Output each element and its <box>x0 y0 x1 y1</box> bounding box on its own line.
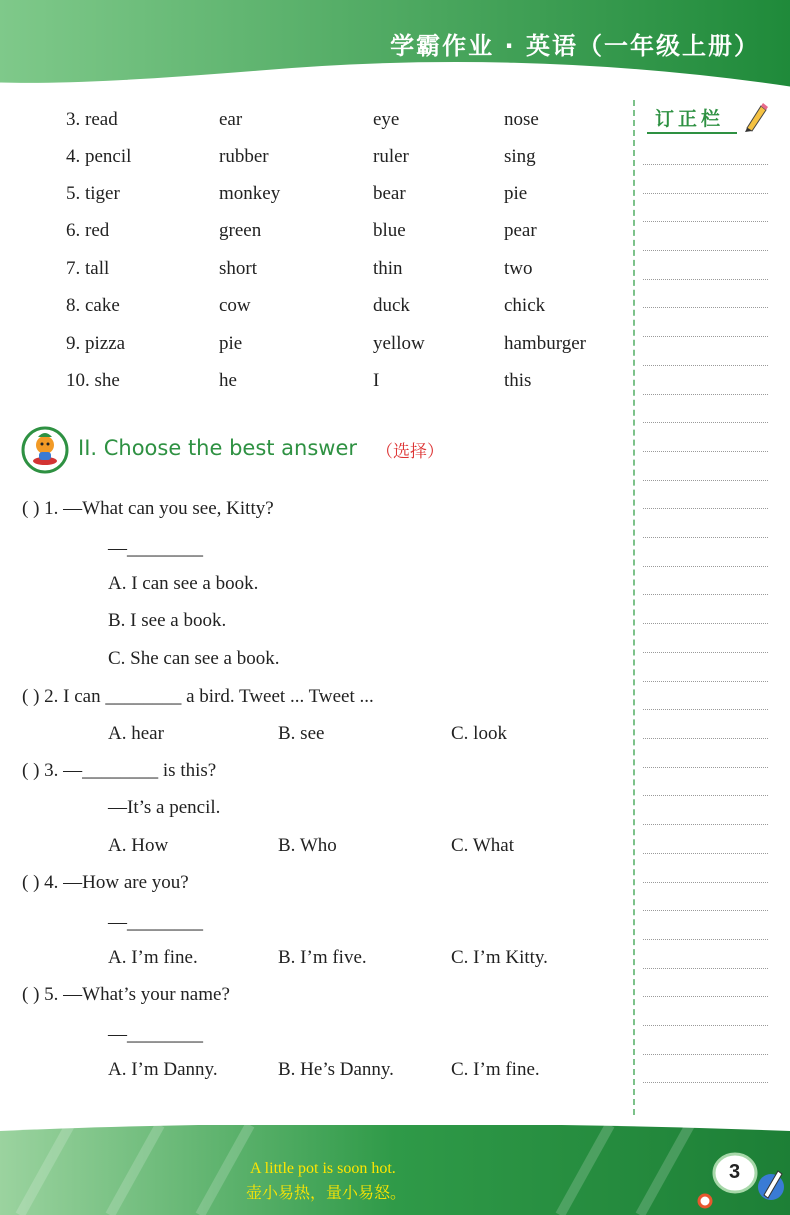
question-stem: ( ) 2. I can ________ a bird. Tweet ... Tweet ... <box>22 686 374 707</box>
correction-column <box>633 100 790 1120</box>
correction-line <box>643 193 768 194</box>
word-cell: this <box>504 370 532 391</box>
word-row <box>0 109 620 139</box>
correction-line <box>643 451 768 452</box>
word-row <box>0 295 620 325</box>
correction-line <box>643 394 768 395</box>
proverb-chinese: 壶小易热，量小易怒。 <box>246 1185 407 1202</box>
answer-blank: —________ <box>108 1024 203 1045</box>
correction-line <box>643 910 768 911</box>
footer-band <box>0 1125 790 1215</box>
correction-line <box>643 422 768 423</box>
word-cell: rubber <box>219 146 269 167</box>
word-cell: pie <box>504 183 528 204</box>
section-subtitle: （选择） <box>376 442 444 461</box>
correction-line <box>643 968 768 969</box>
correction-line <box>643 537 768 538</box>
word-row <box>0 258 620 288</box>
word-row <box>0 146 620 176</box>
section-title: II. Choose the best answer <box>78 436 358 460</box>
correction-line <box>643 882 768 883</box>
option-a: A. hear <box>108 723 164 744</box>
correction-line <box>643 1025 768 1026</box>
word-cell: blue <box>373 220 406 241</box>
word-cell: 3. read <box>66 109 118 130</box>
word-cell: 7. tall <box>66 258 110 279</box>
option-a: A. I’m fine. <box>108 947 198 968</box>
question-stem: ( ) 3. —________ is this? <box>22 760 217 781</box>
correction-line <box>643 365 768 366</box>
word-cell: yellow <box>373 333 425 354</box>
option-c: C. I’m Kitty. <box>451 947 548 968</box>
correction-line <box>643 681 768 682</box>
question-stem: ( ) 1. —What can you see, Kitty? <box>22 498 274 519</box>
word-cell: pie <box>219 333 243 354</box>
correction-line <box>643 824 768 825</box>
option-b: B. He’s Danny. <box>278 1059 394 1080</box>
word-cell: hamburger <box>504 333 586 354</box>
word-cell: cow <box>219 295 251 316</box>
pencil-icon <box>741 102 769 132</box>
correction-line <box>643 1054 768 1055</box>
correction-line <box>643 336 768 337</box>
correction-line <box>643 221 768 222</box>
correction-line <box>643 795 768 796</box>
correction-line <box>643 307 768 308</box>
word-cell: 4. pencil <box>66 146 132 167</box>
word-cell: 10. she <box>66 370 120 391</box>
header-band <box>0 0 790 100</box>
correction-line <box>643 164 768 165</box>
correction-line <box>643 996 768 997</box>
correction-line <box>643 709 768 710</box>
answer-blank: —________ <box>108 912 203 933</box>
word-cell: chick <box>504 295 546 316</box>
word-cell: 6. red <box>66 220 110 241</box>
word-cell: green <box>219 220 262 241</box>
correction-line <box>643 508 768 509</box>
mascot-icon <box>20 425 70 475</box>
correction-line <box>643 594 768 595</box>
correction-title: 订正栏 <box>655 108 725 130</box>
option-c: C. look <box>451 723 507 744</box>
question-stem: ( ) 5. —What’s your name? <box>22 984 230 1005</box>
option-b: B. see <box>278 723 325 744</box>
word-cell: he <box>219 370 237 391</box>
page-number: 3 <box>729 1161 741 1183</box>
word-cell: sing <box>504 146 536 167</box>
word-cell: two <box>504 258 533 279</box>
correction-line <box>643 738 768 739</box>
proverb-english: A little pot is soon hot. <box>250 1160 396 1177</box>
option-b: B. Who <box>278 835 337 856</box>
word-cell: I <box>373 370 380 391</box>
correction-underline <box>647 132 737 134</box>
option-a: A. How <box>108 835 169 856</box>
correction-line <box>643 623 768 624</box>
word-row <box>0 370 620 400</box>
option-c: C. What <box>451 835 514 856</box>
word-cell: monkey <box>219 183 281 204</box>
word-cell: ear <box>219 109 243 130</box>
word-cell: 8. cake <box>66 295 120 316</box>
word-cell: 5. tiger <box>66 183 120 204</box>
word-cell: short <box>219 258 257 279</box>
answer-blank: —________ <box>108 538 203 559</box>
word-row <box>0 183 620 213</box>
correction-line <box>643 853 768 854</box>
answer-reply: —It’s a pencil. <box>108 797 221 818</box>
option-b: B. I’m five. <box>278 947 367 968</box>
word-cell: pear <box>504 220 537 241</box>
word-cell: thin <box>373 258 403 279</box>
word-cell: 9. pizza <box>66 333 126 354</box>
correction-line <box>643 566 768 567</box>
correction-line <box>643 652 768 653</box>
option-a: A. I can see a book. <box>108 573 259 594</box>
question-stem: ( ) 4. —How are you? <box>22 872 189 893</box>
sidebar-divider <box>633 100 635 1115</box>
correction-line <box>643 1082 768 1083</box>
correction-line <box>643 939 768 940</box>
correction-line <box>643 279 768 280</box>
word-cell: ruler <box>373 146 409 167</box>
word-cell: nose <box>504 109 539 130</box>
correction-line <box>643 480 768 481</box>
word-cell: duck <box>373 295 410 316</box>
pencil-icon <box>756 1165 786 1201</box>
book-title: 学霸作业 · 英语（一年级上册） <box>390 32 760 60</box>
correction-line <box>643 250 768 251</box>
option-c: C. I’m fine. <box>451 1059 540 1080</box>
word-row <box>0 220 620 250</box>
word-cell: bear <box>373 183 406 204</box>
word-cell: eye <box>373 109 400 130</box>
dot-icon <box>697 1193 713 1209</box>
option-b: B. I see a book. <box>108 610 227 631</box>
option-c: C. She can see a book. <box>108 648 280 669</box>
correction-line <box>643 767 768 768</box>
word-row <box>0 333 620 363</box>
option-a: A. I’m Danny. <box>108 1059 218 1080</box>
